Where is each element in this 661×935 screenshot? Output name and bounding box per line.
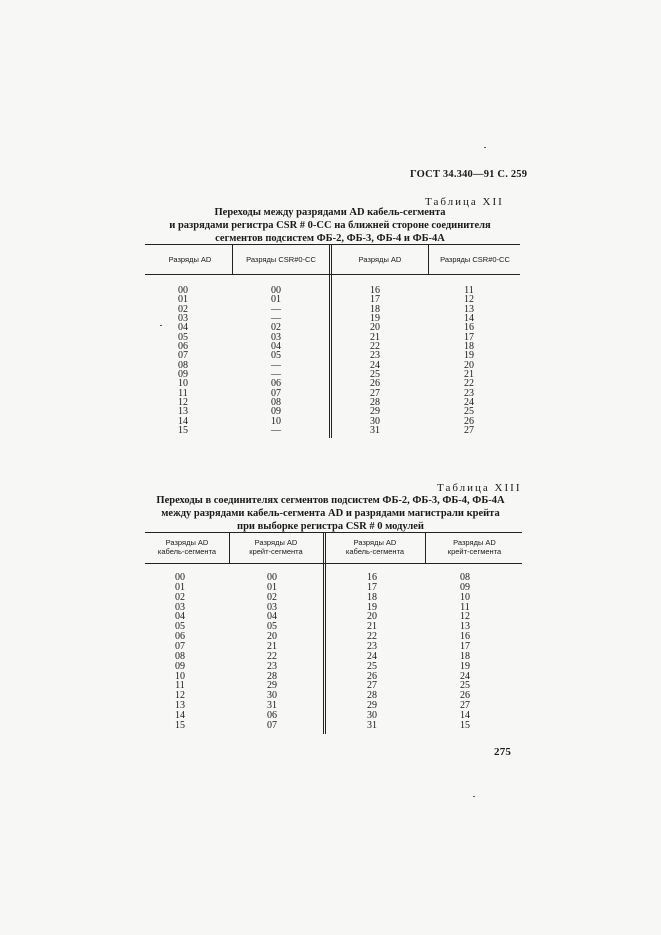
table-cell: 26 (367, 670, 377, 682)
table-cell: 10 (175, 670, 185, 682)
table13-col-cable-low (160, 573, 200, 731)
table-cell: 25 (370, 368, 380, 380)
table-cell: 24 (460, 670, 470, 682)
table13-top-rule (145, 532, 522, 533)
table-cell: 01 (178, 294, 188, 306)
table-cell: 26 (460, 690, 470, 702)
table-cell: 30 (370, 415, 380, 427)
table-cell: 22 (267, 650, 277, 662)
table-cell: — (271, 424, 281, 436)
table-cell: 03 (175, 601, 185, 613)
table-cell: 01 (175, 581, 185, 593)
table-cell: 16 (464, 322, 474, 334)
table-cell: 16 (370, 285, 380, 296)
table-cell: 17 (464, 331, 474, 343)
table-cell: 10 (460, 591, 470, 603)
table13-divider (229, 533, 230, 563)
table13-header (147, 538, 227, 556)
table13-header (427, 538, 522, 556)
table-cell: 14 (460, 710, 470, 722)
table-cell: 11 (460, 601, 470, 613)
table-cell: 12 (464, 294, 474, 306)
table-cell: 19 (370, 312, 380, 324)
table-cell: 25 (460, 680, 470, 692)
table-cell: 23 (464, 387, 474, 399)
table-cell: 00 (175, 572, 185, 583)
table-cell: 07 (271, 387, 281, 399)
table-cell: 20 (267, 631, 277, 643)
table13-title-line: между разрядами кабель-сегмента AD и разрядами магистрали крейта (161, 508, 500, 519)
table12-divider (428, 245, 429, 274)
table-cell: 28 (370, 396, 380, 408)
table13-title-line: Переходы в соединителях сегментов подсистем ФБ-2, ФБ-3, ФБ-4, ФБ-4А (156, 495, 505, 506)
table-cell: 08 (178, 359, 188, 371)
speck (473, 796, 475, 797)
table-cell: 09 (460, 581, 470, 593)
header-line: Разряды AD (165, 538, 209, 547)
table-cell: 27 (464, 424, 474, 436)
table-cell: 24 (370, 359, 380, 371)
table-cell: 17 (460, 641, 470, 653)
table-cell: 29 (367, 700, 377, 712)
table-cell: 04 (271, 340, 281, 352)
table12-label: Таблица XII (425, 196, 504, 208)
table-cell: 12 (175, 690, 185, 702)
table-cell: 21 (267, 641, 277, 653)
table12-header-ad: Разряды AD (168, 255, 212, 264)
table-cell: 06 (271, 378, 281, 390)
header-line: кабель-сегмента (157, 547, 217, 556)
table13-title (138, 494, 523, 533)
speck (160, 325, 162, 326)
page-number: 275 (494, 746, 512, 758)
table-cell: 09 (178, 368, 188, 380)
table13-col-crate-low (252, 573, 292, 731)
table-cell: 05 (271, 350, 281, 362)
table-cell: 00 (178, 285, 188, 296)
table-cell: 03 (271, 331, 281, 343)
table-cell: 17 (370, 294, 380, 306)
table-cell: 24 (464, 396, 474, 408)
header-line: Разряды AD (254, 538, 298, 547)
table-cell: — (271, 359, 281, 371)
table13-title-line: при выборке регистра CSR # 0 модулей (237, 521, 424, 532)
table-cell: 06 (175, 631, 185, 643)
table-cell: 27 (367, 680, 377, 692)
table-cell: 31 (367, 719, 377, 731)
table-cell: 07 (178, 350, 188, 362)
table-cell: — (271, 303, 281, 315)
table12-title-line: и разрядами регистра CSR # 0-CC на ближней стороне соединителя (169, 220, 491, 231)
table-cell: 14 (175, 710, 185, 722)
table12-title-line: Переходы между разрядами AD кабель-сегмента (214, 207, 446, 218)
table-cell: 23 (370, 350, 380, 362)
table-cell: 20 (464, 359, 474, 371)
table13-header (327, 538, 423, 556)
speck (484, 147, 486, 148)
header-line: Разряды AD (353, 538, 397, 547)
table-cell: 19 (367, 601, 377, 613)
table12-header-csr: Разряды CSR#0-CC (246, 255, 316, 264)
table-cell: 17 (367, 581, 377, 593)
table-cell: 15 (178, 424, 188, 436)
table-cell: 22 (370, 340, 380, 352)
table13-divider (425, 533, 426, 563)
table-cell: 31 (267, 700, 277, 712)
table-cell: 19 (464, 350, 474, 362)
table-cell: 05 (267, 621, 277, 633)
table-cell: 21 (370, 331, 380, 343)
table-cell: 05 (175, 621, 185, 633)
table12-title (140, 206, 520, 245)
table-cell: 00 (267, 572, 277, 583)
table-cell: 18 (464, 340, 474, 352)
table-cell: 18 (367, 591, 377, 603)
table-cell: 02 (178, 303, 188, 315)
header-line: Разряды AD (453, 538, 496, 547)
table-cell: 08 (271, 396, 281, 408)
table-cell: 27 (370, 387, 380, 399)
table-cell: 04 (178, 322, 188, 334)
table-cell: 13 (460, 621, 470, 633)
table-cell: 30 (267, 690, 277, 702)
table-cell: 21 (367, 621, 377, 633)
table-cell: 23 (367, 641, 377, 653)
table-cell: 22 (367, 631, 377, 643)
table-cell: 29 (267, 680, 277, 692)
header-line: кабель-сегмента (345, 547, 405, 556)
table-cell: 12 (178, 396, 188, 408)
table-cell: 23 (267, 660, 277, 672)
table-cell: 21 (464, 368, 474, 380)
table12-col-ad-high (355, 286, 395, 435)
table-cell: 30 (367, 710, 377, 722)
table12-head-rule (145, 274, 520, 275)
standard-header: ГОСТ 34.340—91 С. 259 (410, 169, 528, 180)
table-cell: 24 (367, 650, 377, 662)
table-cell: 03 (178, 312, 188, 324)
table12-col-csr-low (256, 286, 296, 435)
table-cell: 15 (460, 719, 470, 731)
table-cell: 10 (271, 415, 281, 427)
table12-divider-double (331, 245, 332, 438)
table12-header-ad: Разряды AD (358, 255, 402, 264)
table-cell: 18 (370, 303, 380, 315)
table13-label: Таблица XIII (437, 482, 522, 494)
table13-col-crate-high (445, 573, 485, 731)
table-cell: 01 (271, 294, 281, 306)
table-cell: 11 (175, 680, 185, 692)
table-cell: 11 (178, 387, 188, 399)
table-cell: 06 (178, 340, 188, 352)
header-line: крейт-сегмента (447, 547, 502, 556)
table-cell: 05 (178, 331, 188, 343)
table-cell: 08 (175, 650, 185, 662)
table-cell: 14 (178, 415, 188, 427)
header-line: крейт-сегмента (249, 547, 303, 556)
table-cell: 25 (367, 660, 377, 672)
table-cell: 26 (464, 415, 474, 427)
table-cell: 12 (460, 611, 470, 623)
table-cell: 19 (460, 660, 470, 672)
table-cell: 27 (460, 700, 470, 712)
table-cell: 20 (367, 611, 377, 623)
table-cell: 04 (267, 611, 277, 623)
table-cell: 13 (175, 700, 185, 712)
table-cell: 08 (460, 572, 470, 583)
table13-divider-double (323, 533, 324, 734)
table13-divider-double (325, 533, 326, 734)
table13-col-cable-high (352, 573, 392, 731)
table12-divider-double (329, 245, 330, 438)
table-cell: 31 (370, 424, 380, 436)
table12-col-ad-low (163, 286, 203, 435)
table13-header (231, 538, 321, 556)
table-cell: 06 (267, 710, 277, 722)
table12-top-rule (145, 244, 520, 245)
table12-title-line: сегментов подсистем ФБ-2, ФБ-3, ФБ-4 и ФБ-4А (215, 233, 445, 244)
table-cell: 26 (370, 378, 380, 390)
table-cell: 22 (464, 378, 474, 390)
table-cell: 09 (175, 660, 185, 672)
table-cell: 07 (175, 641, 185, 653)
table-cell: 02 (267, 591, 277, 603)
table-cell: 29 (370, 406, 380, 418)
table-cell: 11 (464, 285, 474, 296)
table-cell: 13 (464, 303, 474, 315)
table-cell: 10 (178, 378, 188, 390)
table-cell: 09 (271, 406, 281, 418)
table-cell: 18 (460, 650, 470, 662)
table-cell: 16 (460, 631, 470, 643)
table-cell: — (271, 312, 281, 324)
table-cell: 20 (370, 322, 380, 334)
table-cell: 25 (464, 406, 474, 418)
table12-divider (232, 245, 233, 274)
table-cell: 07 (267, 719, 277, 731)
table-cell: 14 (464, 312, 474, 324)
table-cell: 02 (175, 591, 185, 603)
table13-head-rule (145, 563, 522, 564)
table-cell: — (271, 368, 281, 380)
table-cell: 28 (267, 670, 277, 682)
table-cell: 01 (267, 581, 277, 593)
table-cell: 16 (367, 572, 377, 583)
table12-header-csr: Разряды CSR#0-CC (440, 255, 510, 264)
table-cell: 02 (271, 322, 281, 334)
table12-col-csr-high (449, 286, 489, 435)
table-cell: 15 (175, 719, 185, 731)
table-cell: 04 (175, 611, 185, 623)
table-cell: 03 (267, 601, 277, 613)
table-cell: 13 (178, 406, 188, 418)
table-cell: 00 (271, 285, 281, 296)
table-cell: 28 (367, 690, 377, 702)
